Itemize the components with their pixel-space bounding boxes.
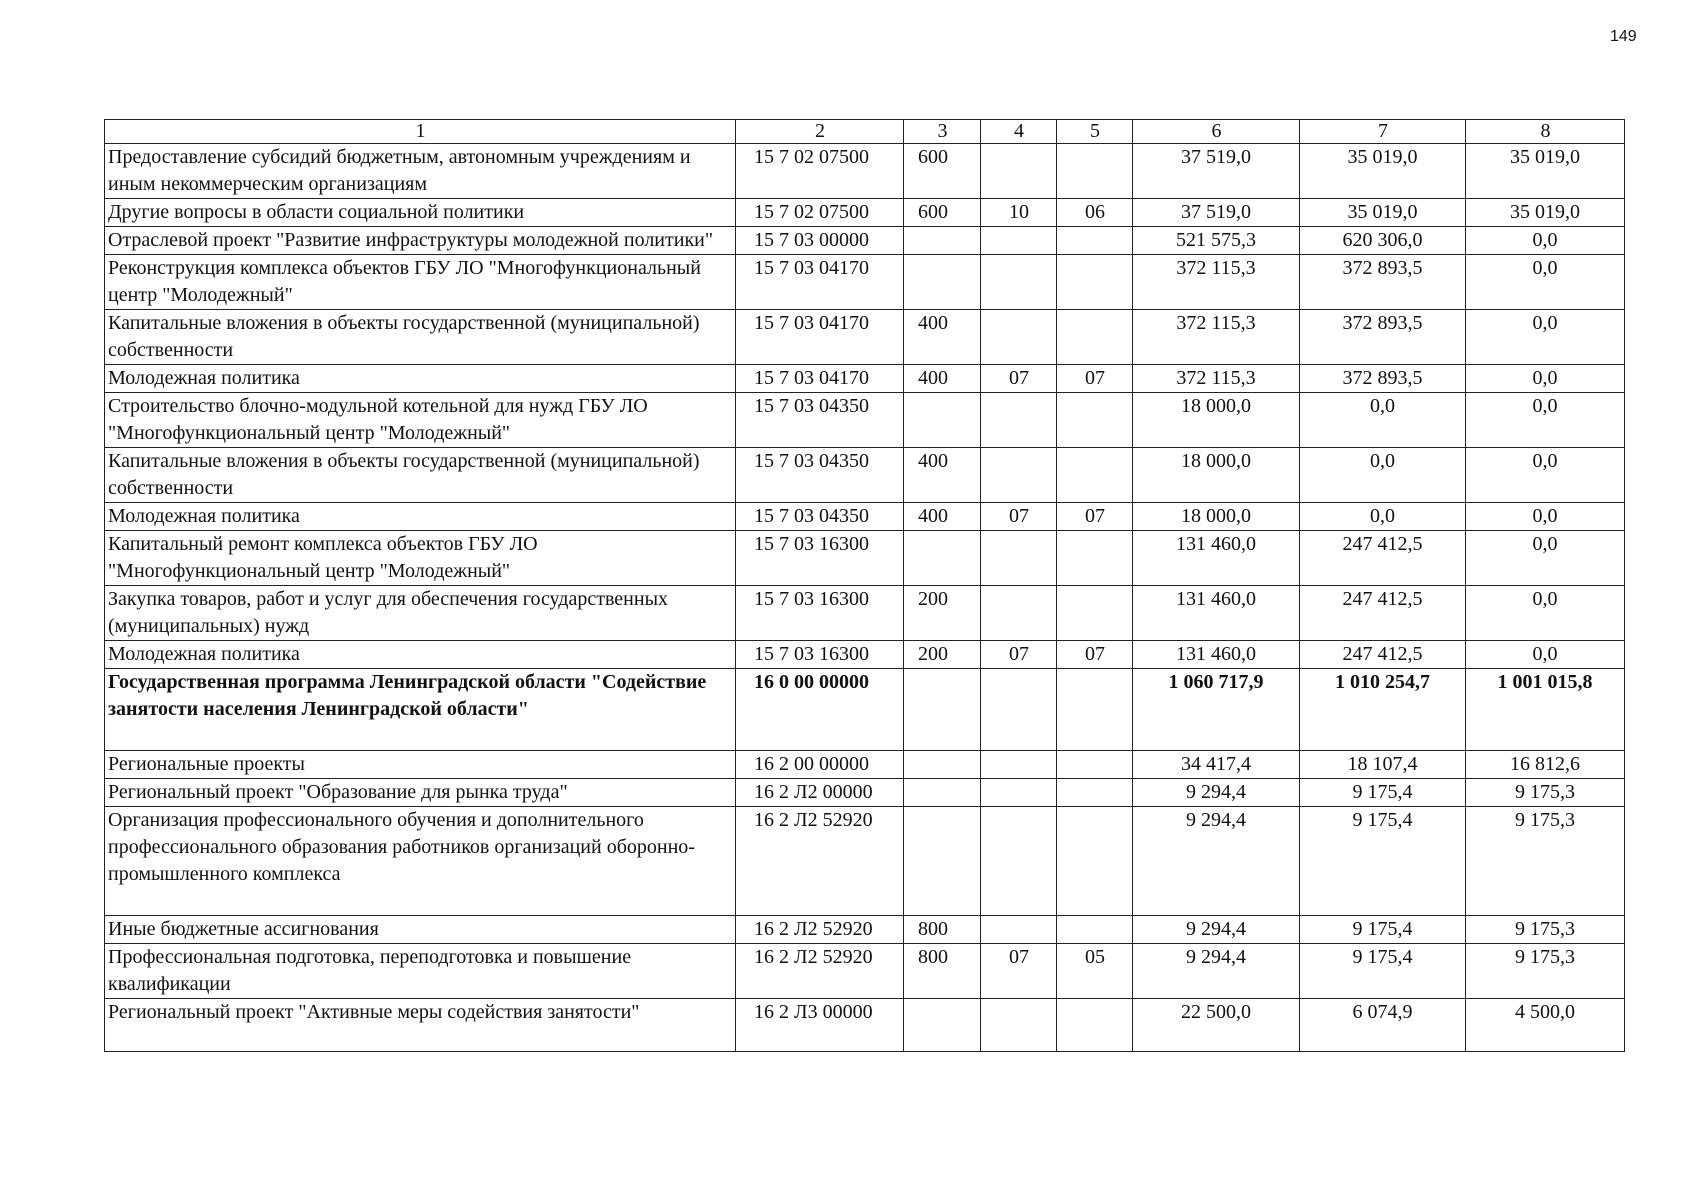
target-article-code: 15 7 03 04350 (736, 503, 904, 531)
expense-type-code (904, 999, 981, 1052)
amount-year-1: 9 294,4 (1133, 916, 1300, 944)
expense-type-code: 400 (904, 365, 981, 393)
target-article-code: 16 2 Л2 52920 (736, 916, 904, 944)
target-article-code: 15 7 03 16300 (736, 641, 904, 669)
subsection-code (1057, 669, 1133, 751)
target-article-code: 15 7 03 04170 (736, 310, 904, 365)
table-row (105, 365, 1625, 393)
target-article-code: 16 2 Л2 52920 (736, 807, 904, 916)
table-row (105, 807, 1625, 916)
section-code: 10 (981, 199, 1057, 227)
row-name: Молодежная политика (105, 641, 736, 669)
section-code (981, 779, 1057, 807)
row-name: Строительство блочно-модульной котельной для нужд ГБУ ЛО "Многофункциональный центр "Молодежный" (105, 393, 736, 448)
subsection-code (1057, 779, 1133, 807)
amount-year-2: 9 175,4 (1300, 944, 1466, 999)
table-row (105, 199, 1625, 227)
amount-year-1: 37 519,0 (1133, 199, 1300, 227)
section-code (981, 999, 1057, 1052)
row-name: Капитальный ремонт комплекса объектов ГБУ ЛО "Многофункциональный центр "Молодежный" (105, 531, 736, 586)
table-row (105, 503, 1625, 531)
amount-year-2: 9 175,4 (1300, 779, 1466, 807)
program-row (105, 669, 1625, 751)
expense-type-code: 800 (904, 944, 981, 999)
subsection-code (1057, 807, 1133, 916)
column-number-row (105, 120, 1625, 144)
row-name: Капитальные вложения в объекты государственной (муниципальной) собственности (105, 310, 736, 365)
amount-year-3: 0,0 (1466, 365, 1625, 393)
row-name: Другие вопросы в области социальной политики (105, 199, 736, 227)
amount-year-2: 1 010 254,7 (1300, 669, 1466, 751)
section-code (981, 531, 1057, 586)
amount-year-2: 0,0 (1300, 503, 1466, 531)
amount-year-3: 9 175,3 (1466, 916, 1625, 944)
table-row (105, 531, 1625, 586)
amount-year-3: 9 175,3 (1466, 807, 1625, 916)
column-header: 5 (1057, 120, 1133, 144)
target-article-code: 16 0 00 00000 (736, 669, 904, 751)
amount-year-3: 0,0 (1466, 641, 1625, 669)
column-header: 1 (105, 120, 736, 144)
target-article-code: 16 2 00 00000 (736, 751, 904, 779)
subsection-code (1057, 751, 1133, 779)
subsection-code: 07 (1057, 641, 1133, 669)
amount-year-2: 372 893,5 (1300, 310, 1466, 365)
amount-year-2: 247 412,5 (1300, 641, 1466, 669)
row-name: Предоставление субсидий бюджетным, автономным учреждениям и иным некоммерческим организациям (105, 144, 736, 199)
amount-year-3: 9 175,3 (1466, 944, 1625, 999)
amount-year-1: 34 417,4 (1133, 751, 1300, 779)
amount-year-3: 4 500,0 (1466, 999, 1625, 1052)
section-code: 07 (981, 503, 1057, 531)
subsection-code (1057, 586, 1133, 641)
row-name: Отраслевой проект "Развитие инфраструктуры молодежной политики" (105, 227, 736, 255)
expense-type-code: 600 (904, 144, 981, 199)
subsection-code (1057, 999, 1133, 1052)
amount-year-1: 18 000,0 (1133, 393, 1300, 448)
table-row (105, 227, 1625, 255)
amount-year-2: 6 074,9 (1300, 999, 1466, 1052)
target-article-code: 15 7 03 04170 (736, 365, 904, 393)
subsection-code: 07 (1057, 365, 1133, 393)
section-code: 07 (981, 944, 1057, 999)
subsection-code (1057, 393, 1133, 448)
amount-year-3: 0,0 (1466, 531, 1625, 586)
amount-year-2: 35 019,0 (1300, 144, 1466, 199)
column-header: 4 (981, 120, 1057, 144)
table-row (105, 310, 1625, 365)
column-header: 3 (904, 120, 981, 144)
target-article-code: 15 7 03 04350 (736, 448, 904, 503)
table-row (105, 999, 1625, 1052)
column-header: 8 (1466, 120, 1625, 144)
section-code: 07 (981, 365, 1057, 393)
column-header: 7 (1300, 120, 1466, 144)
amount-year-1: 37 519,0 (1133, 144, 1300, 199)
amount-year-1: 372 115,3 (1133, 255, 1300, 310)
subsection-code (1057, 448, 1133, 503)
expense-type-code (904, 751, 981, 779)
amount-year-1: 131 460,0 (1133, 586, 1300, 641)
target-article-code: 15 7 02 07500 (736, 199, 904, 227)
page-number: 149 (1610, 28, 1637, 45)
section-code (981, 448, 1057, 503)
subsection-code (1057, 144, 1133, 199)
amount-year-2: 9 175,4 (1300, 916, 1466, 944)
amount-year-1: 1 060 717,9 (1133, 669, 1300, 751)
amount-year-3: 0,0 (1466, 503, 1625, 531)
amount-year-2: 620 306,0 (1300, 227, 1466, 255)
amount-year-3: 0,0 (1466, 393, 1625, 448)
section-code (981, 751, 1057, 779)
column-header: 2 (736, 120, 904, 144)
table-row (105, 944, 1625, 999)
amount-year-1: 18 000,0 (1133, 503, 1300, 531)
amount-year-1: 131 460,0 (1133, 531, 1300, 586)
amount-year-1: 9 294,4 (1133, 944, 1300, 999)
section-code (981, 144, 1057, 199)
amount-year-1: 131 460,0 (1133, 641, 1300, 669)
budget-table (104, 119, 1625, 1052)
subsection-code (1057, 310, 1133, 365)
target-article-code: 16 2 Л2 52920 (736, 944, 904, 999)
subsection-code (1057, 916, 1133, 944)
column-header: 6 (1133, 120, 1300, 144)
row-name: Молодежная политика (105, 365, 736, 393)
row-name: Региональные проекты (105, 751, 736, 779)
expense-type-code: 400 (904, 503, 981, 531)
amount-year-1: 9 294,4 (1133, 807, 1300, 916)
amount-year-3: 35 019,0 (1466, 144, 1625, 199)
subsection-code (1057, 227, 1133, 255)
amount-year-2: 247 412,5 (1300, 586, 1466, 641)
table-row (105, 144, 1625, 199)
target-article-code: 15 7 03 16300 (736, 586, 904, 641)
subsection-code: 06 (1057, 199, 1133, 227)
expense-type-code (904, 807, 981, 916)
target-article-code: 15 7 03 04170 (736, 255, 904, 310)
expense-type-code (904, 393, 981, 448)
row-name: Капитальные вложения в объекты государственной (муниципальной) собственности (105, 448, 736, 503)
expense-type-code: 800 (904, 916, 981, 944)
expense-type-code (904, 227, 981, 255)
amount-year-2: 0,0 (1300, 393, 1466, 448)
table-row (105, 779, 1625, 807)
amount-year-1: 372 115,3 (1133, 365, 1300, 393)
table-row (105, 393, 1625, 448)
subsection-code (1057, 531, 1133, 586)
subsection-code: 05 (1057, 944, 1133, 999)
table-row (105, 255, 1625, 310)
amount-year-3: 1 001 015,8 (1466, 669, 1625, 751)
section-code (981, 916, 1057, 944)
row-name: Иные бюджетные ассигнования (105, 916, 736, 944)
expense-type-code: 400 (904, 310, 981, 365)
amount-year-1: 372 115,3 (1133, 310, 1300, 365)
amount-year-2: 35 019,0 (1300, 199, 1466, 227)
amount-year-3: 0,0 (1466, 255, 1625, 310)
row-name: Профессиональная подготовка, переподготовка и повышение квалификации (105, 944, 736, 999)
amount-year-1: 18 000,0 (1133, 448, 1300, 503)
table-row (105, 916, 1625, 944)
amount-year-3: 35 019,0 (1466, 199, 1625, 227)
amount-year-2: 18 107,4 (1300, 751, 1466, 779)
amount-year-3: 0,0 (1466, 448, 1625, 503)
row-name: Организация профессионального обучения и дополнительного профессионального образования работников организаций оборонно-промышленного комплекса (105, 807, 736, 916)
amount-year-2: 372 893,5 (1300, 365, 1466, 393)
amount-year-2: 0,0 (1300, 448, 1466, 503)
table-row (105, 751, 1625, 779)
row-name: Региональный проект "Образование для рынка труда" (105, 779, 736, 807)
row-name: Региональный проект "Активные меры содействия занятости" (105, 999, 736, 1052)
section-code (981, 310, 1057, 365)
amount-year-2: 372 893,5 (1300, 255, 1466, 310)
target-article-code: 15 7 03 04350 (736, 393, 904, 448)
expense-type-code (904, 669, 981, 751)
section-code (981, 227, 1057, 255)
subsection-code (1057, 255, 1133, 310)
row-name: Закупка товаров, работ и услуг для обеспечения государственных (муниципальных) нужд (105, 586, 736, 641)
target-article-code: 15 7 03 00000 (736, 227, 904, 255)
amount-year-1: 9 294,4 (1133, 779, 1300, 807)
row-name: Молодежная политика (105, 503, 736, 531)
amount-year-2: 9 175,4 (1300, 807, 1466, 916)
section-code (981, 807, 1057, 916)
target-article-code: 15 7 03 16300 (736, 531, 904, 586)
expense-type-code (904, 531, 981, 586)
expense-type-code: 600 (904, 199, 981, 227)
section-code (981, 255, 1057, 310)
expense-type-code: 200 (904, 586, 981, 641)
expense-type-code (904, 255, 981, 310)
amount-year-3: 0,0 (1466, 227, 1625, 255)
row-name: Реконструкция комплекса объектов ГБУ ЛО "Многофункциональный центр "Молодежный" (105, 255, 736, 310)
target-article-code: 16 2 Л2 00000 (736, 779, 904, 807)
row-name: Государственная программа Ленинградской области "Содействие занятости населения Ленинградской области" (105, 669, 736, 751)
expense-type-code (904, 779, 981, 807)
section-code (981, 586, 1057, 641)
section-code (981, 669, 1057, 751)
subsection-code: 07 (1057, 503, 1133, 531)
amount-year-1: 521 575,3 (1133, 227, 1300, 255)
amount-year-2: 247 412,5 (1300, 531, 1466, 586)
amount-year-3: 0,0 (1466, 310, 1625, 365)
target-article-code: 15 7 02 07500 (736, 144, 904, 199)
table-row (105, 641, 1625, 669)
amount-year-3: 9 175,3 (1466, 779, 1625, 807)
amount-year-3: 16 812,6 (1466, 751, 1625, 779)
table-row (105, 586, 1625, 641)
section-code (981, 393, 1057, 448)
target-article-code: 16 2 Л3 00000 (736, 999, 904, 1052)
expense-type-code: 200 (904, 641, 981, 669)
section-code: 07 (981, 641, 1057, 669)
amount-year-1: 22 500,0 (1133, 999, 1300, 1052)
table-row (105, 448, 1625, 503)
amount-year-3: 0,0 (1466, 586, 1625, 641)
expense-type-code: 400 (904, 448, 981, 503)
